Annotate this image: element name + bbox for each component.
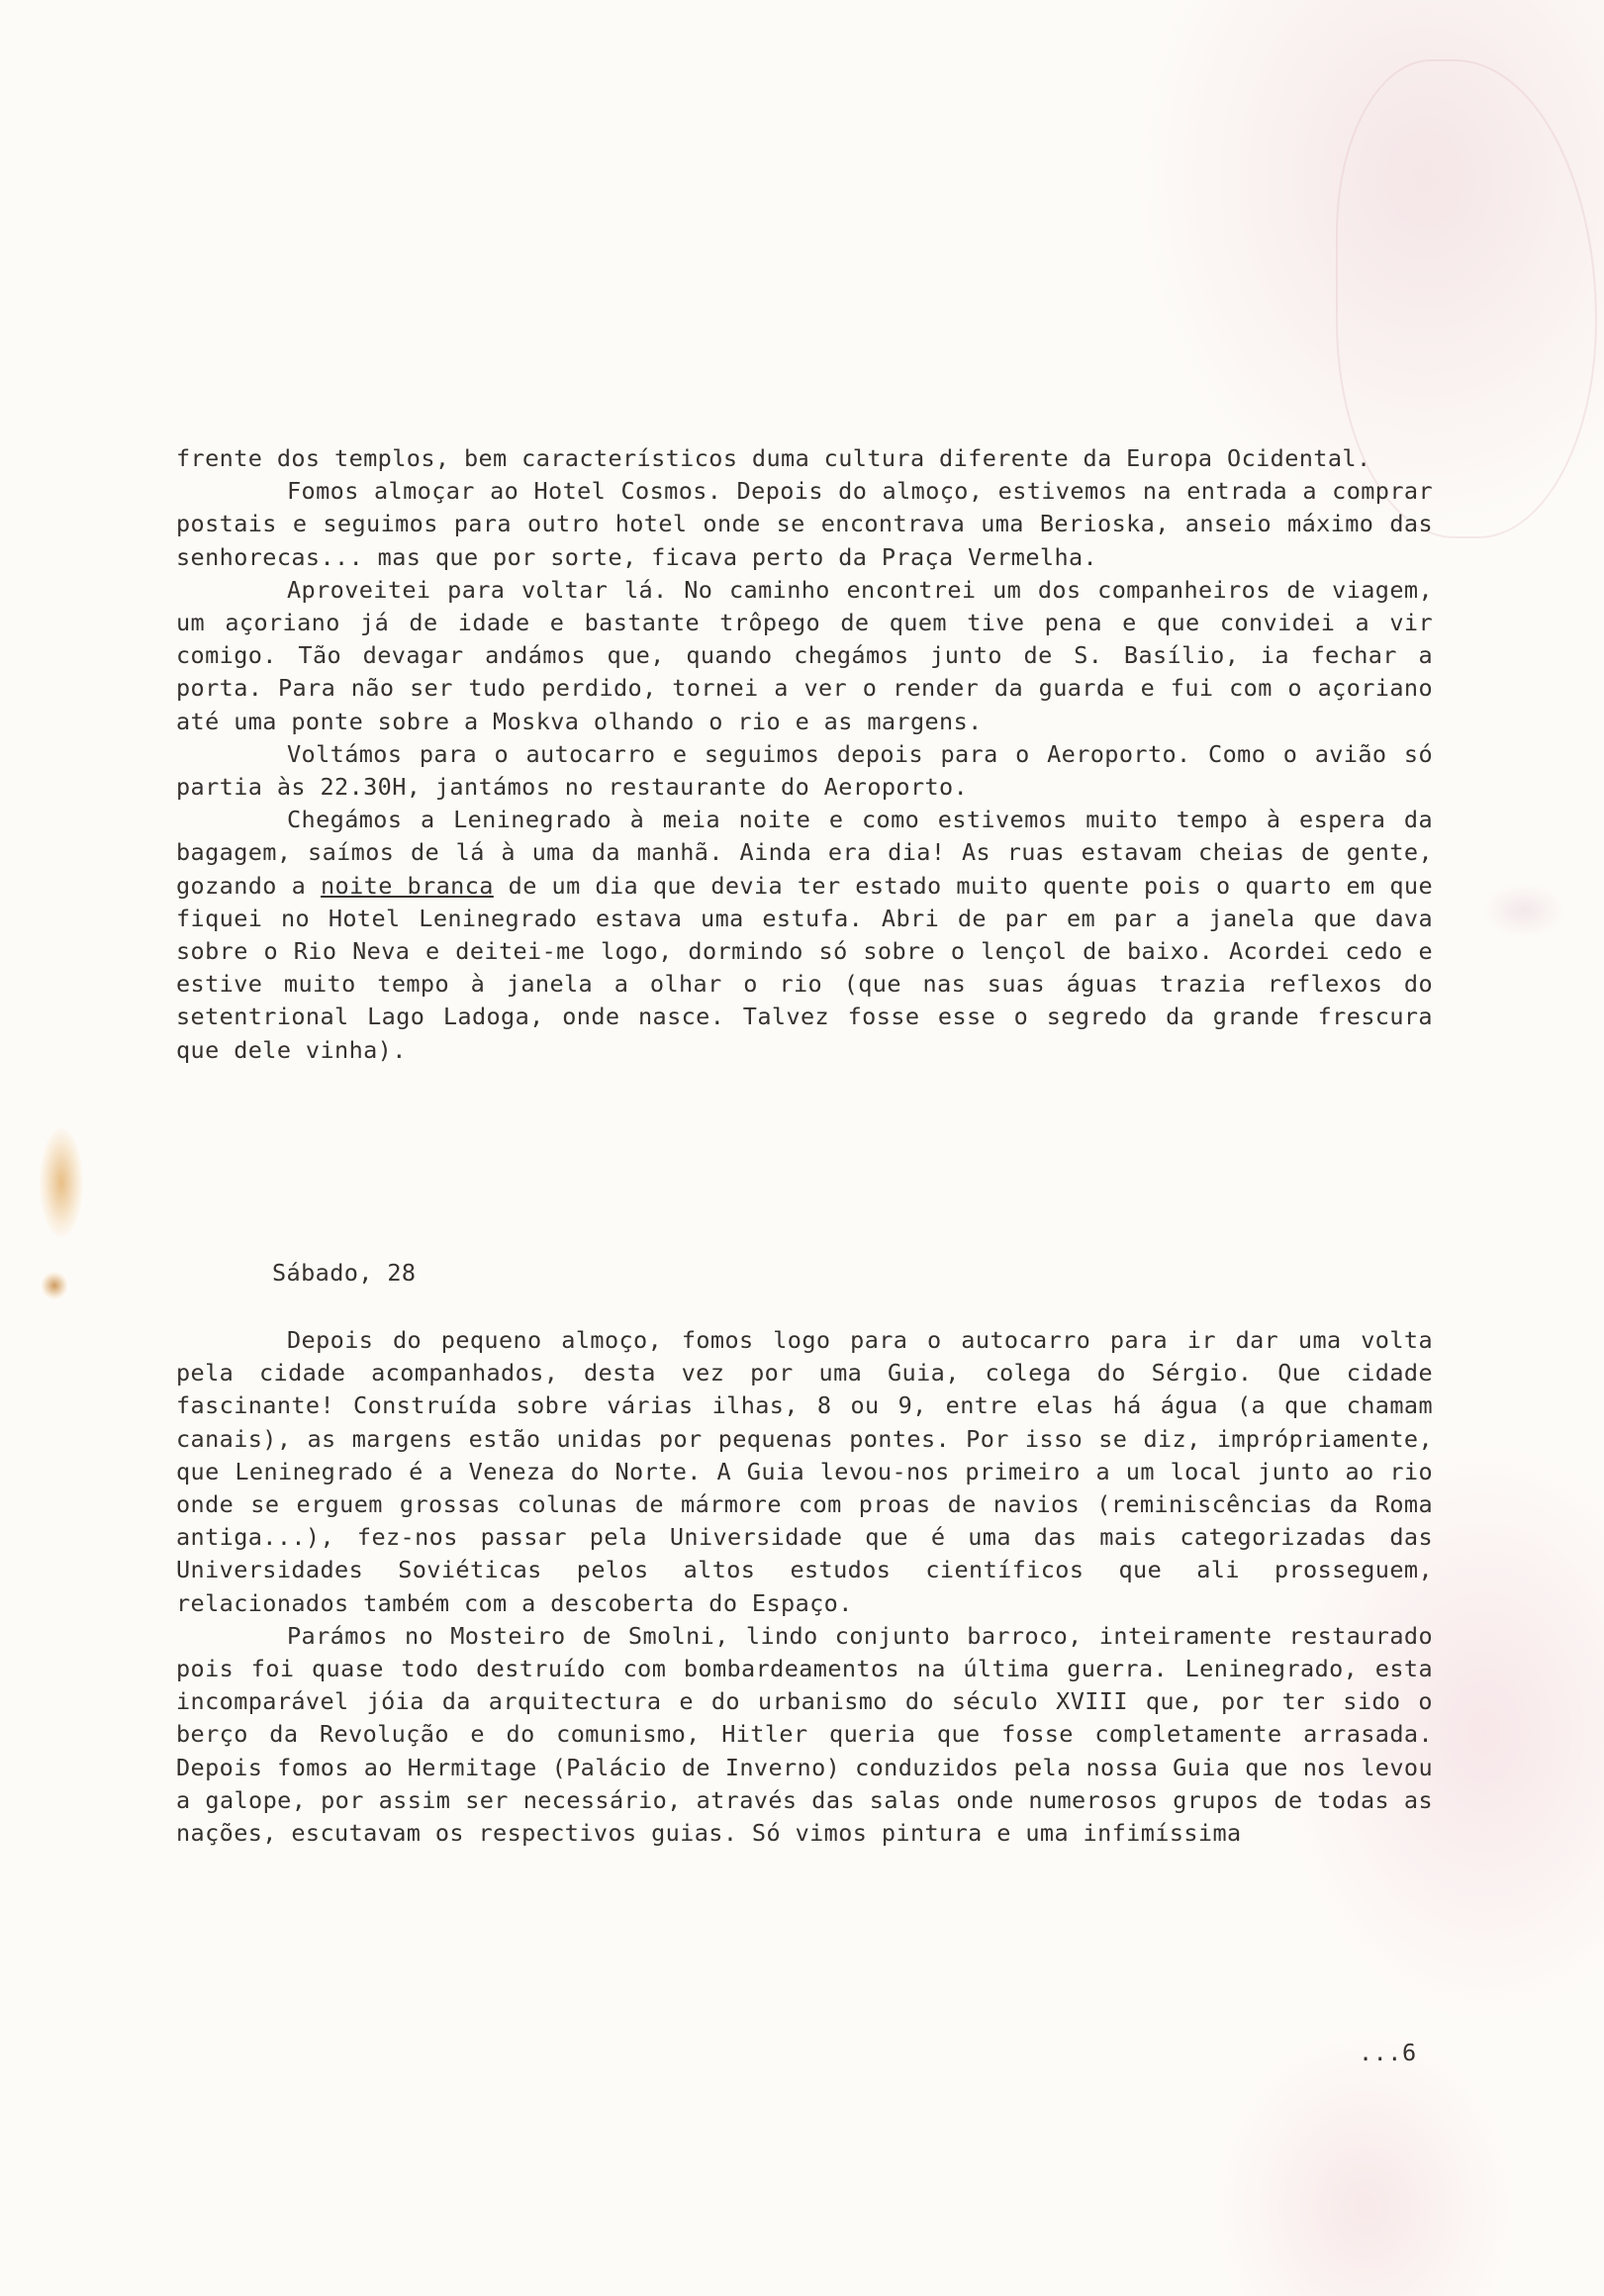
underlined-phrase: noite branca (321, 871, 494, 900)
paragraph: Depois do pequeno almoço, fomos logo para o autocarro para ir dar uma volta pela cidade acompanhados, desta vez por uma Guia, colega do Sérgio. Que cidade fascinante! Construída sobre várias ilhas, 8 ou 9, entre elas há água (a que chamam canais), as margens estão unidas por pequenas pontes. Por isso se diz, imprópriamente, que Leninegrado é a Veneza do Norte. A Guia levou-nos primeiro a um local junto ao rio onde se erguem grossas colunas de mármore com proas de navios (reminiscências da Roma antiga...), fez-nos passar pela Universidade que é uma das mais categorizadas das Universidades Soviéticas pelos altos estudos científicos que ali prosseguem, relacionados também com a descoberta do Espaço. (176, 1326, 1433, 1617)
text-block-continuation (176, 442, 1433, 1067)
paragraph-text: Chegámos a Leninegrado à meia noite e como estivemos muito tempo à espera da bagagem, saímos de lá à uma da manhã. Ainda era dia! As ruas estavam cheias de gente, gozando a (176, 806, 1433, 900)
paragraph: Aproveitei para voltar lá. No caminho encontrei um dos companheiros de viagem, um açoriano já de idade e bastante trôpego de quem tive pena e que convidei a vir comigo. Tão devagar andámos que, quando chegámos junto de S. Basílio, ia fechar a porta. Para não ser tudo perdido, tornei a ver o render da guarda e fui com o açoriano até uma ponte sobre a Moskva olhando o rio e as margens. (176, 575, 1433, 735)
paragraph: frente dos templos, bem característicos duma cultura diferente da Europa Ocidental. (176, 444, 1371, 472)
paragraph-text: de um dia que devia ter estado muito quente pois o quarto em que fiquei no Hotel Leninegrado estava uma estufa. Abri de par em par a janela que dava sobre o Rio Neva e deitei-me logo, dormindo só sobre o lençol de baixo. Acordei cedo e estive muito tempo à janela a olhar o rio (que nas suas águas trazia reflexos do setentrional Lago Ladoga, onde nasce. Talvez fosse esse o segredo da grande frescura que dele vinha). (176, 871, 1434, 1064)
paragraph-leningrad-arrival (176, 804, 1433, 1067)
paragraph: Voltámos para o autocarro e seguimos depois para o Aeroporto. Como o avião só partia às 22.30H, jantámos no restaurante do Aeroporto. (176, 739, 1433, 802)
paragraph: Fomos almoçar ao Hotel Cosmos. Depois do almoço, estivemos na entrada a comprar postais e seguimos para outro hotel onde se encontrava uma Berioska, anseio máximo das senhorecas... mas que por sorte, ficava perto da Praça Vermelha. (176, 477, 1433, 571)
paper-stain-dot (42, 1272, 67, 1299)
paragraph: Parámos no Mosteiro de Smolni, lindo conjunto barroco, inteiramente restaurado pois foi quase todo destruído com bombardeamentos na última guerra. Leninegrado, esta incomparável jóia da arquitectura e do urbanismo do século XVIII que, por ter sido o berço da Revolução e do comunismo, Hitler queria que fosse completamente arrasada. Depois fomos ao Hermitage (Palácio de Inverno) conduzidos pela nossa Guia que nos levou a galope, por assim ser necessário, através das salas onde numerosos grupos de todas as nações, escutavam os respectivos guias. Só vimos pintura e uma infimíssima (176, 1621, 1433, 1848)
page-continuation-marker: ...6 (1359, 2039, 1417, 2066)
day-heading: Sábado, 28 (272, 1259, 417, 1287)
paper-stain-left (40, 1128, 83, 1237)
text-block-saturday (176, 1324, 1433, 1850)
